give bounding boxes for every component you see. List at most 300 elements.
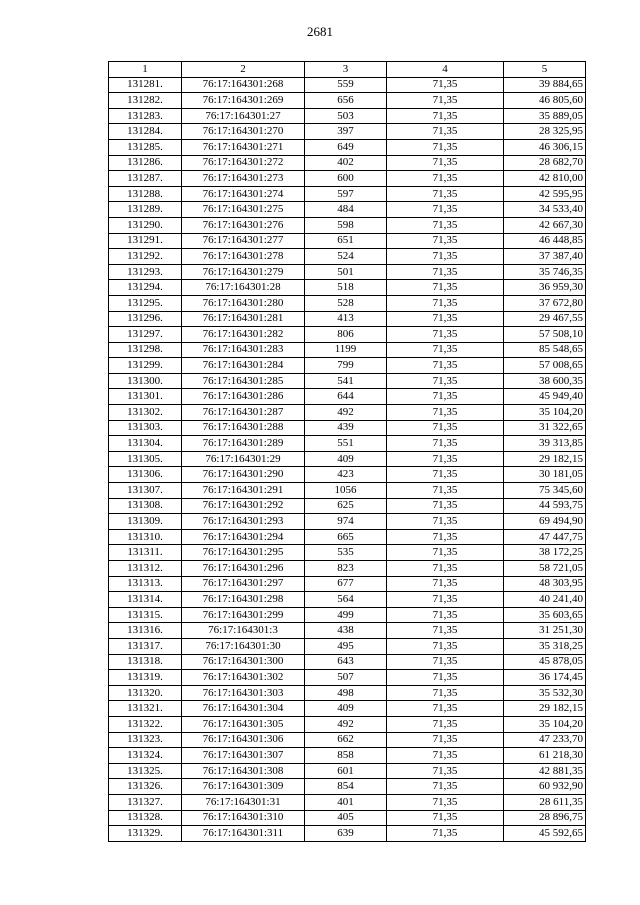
- area-cell: 484: [305, 202, 387, 218]
- amount-cell: 42 595,95: [504, 186, 586, 202]
- rate-cell: 71,35: [387, 155, 504, 171]
- area-cell: 974: [305, 514, 387, 530]
- amount-cell: 47 233,70: [504, 732, 586, 748]
- rate-cell: 71,35: [387, 342, 504, 358]
- cadastral-number-cell: 76:17:164301:306: [182, 732, 305, 748]
- rate-cell: 71,35: [387, 202, 504, 218]
- rate-cell: 71,35: [387, 467, 504, 483]
- row-number-cell: 131317.: [109, 638, 182, 654]
- table-row: [109, 638, 586, 654]
- row-number-cell: 131318.: [109, 654, 182, 670]
- area-cell: 806: [305, 327, 387, 343]
- amount-cell: 28 611,35: [504, 794, 586, 810]
- table-row: [109, 217, 586, 233]
- area-cell: 799: [305, 358, 387, 374]
- amount-cell: 39 313,85: [504, 436, 586, 452]
- cadastral-number-cell: 76:17:164301:277: [182, 233, 305, 249]
- area-cell: 503: [305, 108, 387, 124]
- cadastral-number-cell: 76:17:164301:269: [182, 93, 305, 109]
- table-row: [109, 810, 586, 826]
- row-number-cell: 131285.: [109, 139, 182, 155]
- amount-cell: 30 181,05: [504, 467, 586, 483]
- table-row: [109, 592, 586, 608]
- amount-cell: 45 878,05: [504, 654, 586, 670]
- rate-cell: 71,35: [387, 77, 504, 93]
- area-cell: 409: [305, 701, 387, 717]
- rate-cell: 71,35: [387, 826, 504, 842]
- cadastral-number-cell: 76:17:164301:297: [182, 576, 305, 592]
- amount-cell: 39 884,65: [504, 77, 586, 93]
- cadastral-number-cell: 76:17:164301:279: [182, 264, 305, 280]
- table-row: [109, 763, 586, 779]
- row-number-cell: 131286.: [109, 155, 182, 171]
- table-row: [109, 264, 586, 280]
- row-number-cell: 131329.: [109, 826, 182, 842]
- area-cell: 492: [305, 716, 387, 732]
- amount-cell: 28 325,95: [504, 124, 586, 140]
- row-number-cell: 131296.: [109, 311, 182, 327]
- rate-cell: 71,35: [387, 249, 504, 265]
- table-row: [109, 295, 586, 311]
- rate-cell: 71,35: [387, 327, 504, 343]
- rate-cell: 71,35: [387, 139, 504, 155]
- area-cell: 551: [305, 436, 387, 452]
- cadastral-number-cell: 76:17:164301:291: [182, 483, 305, 499]
- area-cell: 492: [305, 405, 387, 421]
- rate-cell: 71,35: [387, 264, 504, 280]
- area-cell: 665: [305, 529, 387, 545]
- row-number-cell: 131310.: [109, 529, 182, 545]
- row-number-cell: 131306.: [109, 467, 182, 483]
- amount-cell: 47 447,75: [504, 529, 586, 545]
- amount-cell: 29 182,15: [504, 451, 586, 467]
- area-cell: 413: [305, 311, 387, 327]
- cadastral-number-cell: 76:17:164301:282: [182, 327, 305, 343]
- cadastral-number-cell: 76:17:164301:272: [182, 155, 305, 171]
- amount-cell: 35 889,05: [504, 108, 586, 124]
- table-row: [109, 467, 586, 483]
- table-row: [109, 748, 586, 764]
- amount-cell: 34 533,40: [504, 202, 586, 218]
- amount-cell: 38 600,35: [504, 373, 586, 389]
- rate-cell: 71,35: [387, 638, 504, 654]
- row-number-cell: 131315.: [109, 607, 182, 623]
- row-number-cell: 131327.: [109, 794, 182, 810]
- area-cell: 823: [305, 561, 387, 577]
- row-number-cell: 131299.: [109, 358, 182, 374]
- table-row: [109, 498, 586, 514]
- rate-cell: 71,35: [387, 93, 504, 109]
- table-row: [109, 405, 586, 421]
- row-number-cell: 131282.: [109, 93, 182, 109]
- row-number-cell: 131303.: [109, 420, 182, 436]
- area-cell: 644: [305, 389, 387, 405]
- cadastral-number-cell: 76:17:164301:304: [182, 701, 305, 717]
- table-row: [109, 561, 586, 577]
- cadastral-number-cell: 76:17:164301:284: [182, 358, 305, 374]
- table-row: [109, 576, 586, 592]
- page-number: 2681: [307, 24, 333, 39]
- data-table: [108, 61, 586, 842]
- row-number-cell: 131294.: [109, 280, 182, 296]
- amount-cell: 31 251,30: [504, 623, 586, 639]
- table-row: [109, 436, 586, 452]
- column-header: 3: [305, 62, 387, 78]
- rate-cell: 71,35: [387, 233, 504, 249]
- rate-cell: 71,35: [387, 451, 504, 467]
- amount-cell: 35 104,20: [504, 405, 586, 421]
- cadastral-number-cell: 76:17:164301:292: [182, 498, 305, 514]
- cadastral-number-cell: 76:17:164301:300: [182, 654, 305, 670]
- row-number-cell: 131313.: [109, 576, 182, 592]
- cadastral-number-cell: 76:17:164301:27: [182, 108, 305, 124]
- area-cell: 528: [305, 295, 387, 311]
- row-number-cell: 131311.: [109, 545, 182, 561]
- row-number-cell: 131297.: [109, 327, 182, 343]
- amount-cell: 35 603,65: [504, 607, 586, 623]
- amount-cell: 36 174,45: [504, 670, 586, 686]
- rate-cell: 71,35: [387, 420, 504, 436]
- row-number-cell: 131292.: [109, 249, 182, 265]
- row-number-cell: 131321.: [109, 701, 182, 717]
- amount-cell: 40 241,40: [504, 592, 586, 608]
- table-row: [109, 545, 586, 561]
- area-cell: 499: [305, 607, 387, 623]
- area-cell: 401: [305, 794, 387, 810]
- rate-cell: 71,35: [387, 607, 504, 623]
- row-number-cell: 131288.: [109, 186, 182, 202]
- cadastral-number-cell: 76:17:164301:293: [182, 514, 305, 530]
- row-number-cell: 131304.: [109, 436, 182, 452]
- rate-cell: 71,35: [387, 389, 504, 405]
- table-row: [109, 794, 586, 810]
- table-row: [109, 670, 586, 686]
- cadastral-number-cell: 76:17:164301:294: [182, 529, 305, 545]
- amount-cell: 46 306,15: [504, 139, 586, 155]
- area-cell: 639: [305, 826, 387, 842]
- table-row: [109, 685, 586, 701]
- column-header: 4: [387, 62, 504, 78]
- area-cell: 1199: [305, 342, 387, 358]
- table-row: [109, 342, 586, 358]
- amount-cell: 42 881,35: [504, 763, 586, 779]
- amount-cell: 57 508,10: [504, 327, 586, 343]
- amount-cell: 38 172,25: [504, 545, 586, 561]
- area-cell: 495: [305, 638, 387, 654]
- row-number-cell: 131289.: [109, 202, 182, 218]
- table-row: [109, 311, 586, 327]
- cadastral-number-cell: 76:17:164301:274: [182, 186, 305, 202]
- table-row: [109, 451, 586, 467]
- rate-cell: 71,35: [387, 295, 504, 311]
- area-cell: 858: [305, 748, 387, 764]
- cadastral-number-cell: 76:17:164301:281: [182, 311, 305, 327]
- table-row: [109, 779, 586, 795]
- table-row: [109, 280, 586, 296]
- rate-cell: 71,35: [387, 186, 504, 202]
- cadastral-number-cell: 76:17:164301:287: [182, 405, 305, 421]
- rate-cell: 71,35: [387, 779, 504, 795]
- area-cell: 438: [305, 623, 387, 639]
- cadastral-number-cell: 76:17:164301:286: [182, 389, 305, 405]
- rate-cell: 71,35: [387, 436, 504, 452]
- area-cell: 524: [305, 249, 387, 265]
- amount-cell: 37 387,40: [504, 249, 586, 265]
- rate-cell: 71,35: [387, 545, 504, 561]
- table-row: [109, 171, 586, 187]
- amount-cell: 58 721,05: [504, 561, 586, 577]
- column-header: 2: [182, 62, 305, 78]
- table-row: [109, 483, 586, 499]
- row-number-cell: 131312.: [109, 561, 182, 577]
- area-cell: 423: [305, 467, 387, 483]
- row-number-cell: 131290.: [109, 217, 182, 233]
- rate-cell: 71,35: [387, 311, 504, 327]
- amount-cell: 36 959,30: [504, 280, 586, 296]
- cadastral-number-cell: 76:17:164301:28: [182, 280, 305, 296]
- area-cell: 559: [305, 77, 387, 93]
- area-cell: 677: [305, 576, 387, 592]
- table-row: [109, 654, 586, 670]
- amount-cell: 46 448,85: [504, 233, 586, 249]
- table-row: [109, 701, 586, 717]
- row-number-cell: 131300.: [109, 373, 182, 389]
- table-row: [109, 124, 586, 140]
- amount-cell: 46 805,60: [504, 93, 586, 109]
- rate-cell: 71,35: [387, 108, 504, 124]
- cadastral-number-cell: 76:17:164301:290: [182, 467, 305, 483]
- amount-cell: 37 672,80: [504, 295, 586, 311]
- column-header: 1: [109, 62, 182, 78]
- table-row: [109, 186, 586, 202]
- table-row: [109, 607, 586, 623]
- area-cell: 518: [305, 280, 387, 296]
- table-header-row: [109, 62, 586, 78]
- row-number-cell: 131314.: [109, 592, 182, 608]
- area-cell: 498: [305, 685, 387, 701]
- table-row: [109, 93, 586, 109]
- cadastral-number-cell: 76:17:164301:276: [182, 217, 305, 233]
- cadastral-number-cell: 76:17:164301:31: [182, 794, 305, 810]
- table-row: [109, 514, 586, 530]
- cadastral-number-cell: 76:17:164301:309: [182, 779, 305, 795]
- table-row: [109, 108, 586, 124]
- row-number-cell: 131316.: [109, 623, 182, 639]
- area-cell: 564: [305, 592, 387, 608]
- area-cell: 656: [305, 93, 387, 109]
- amount-cell: 45 592,65: [504, 826, 586, 842]
- rate-cell: 71,35: [387, 483, 504, 499]
- row-number-cell: 131326.: [109, 779, 182, 795]
- area-cell: 662: [305, 732, 387, 748]
- cadastral-number-cell: 76:17:164301:288: [182, 420, 305, 436]
- amount-cell: 44 593,75: [504, 498, 586, 514]
- rate-cell: 71,35: [387, 592, 504, 608]
- amount-cell: 85 548,65: [504, 342, 586, 358]
- amount-cell: 75 345,60: [504, 483, 586, 499]
- cadastral-number-cell: 76:17:164301:268: [182, 77, 305, 93]
- rate-cell: 71,35: [387, 654, 504, 670]
- table-row: [109, 202, 586, 218]
- rate-cell: 71,35: [387, 529, 504, 545]
- row-number-cell: 131320.: [109, 685, 182, 701]
- area-cell: 854: [305, 779, 387, 795]
- row-number-cell: 131295.: [109, 295, 182, 311]
- area-cell: 405: [305, 810, 387, 826]
- area-cell: 535: [305, 545, 387, 561]
- cadastral-number-cell: 76:17:164301:310: [182, 810, 305, 826]
- rate-cell: 71,35: [387, 701, 504, 717]
- amount-cell: 28 896,75: [504, 810, 586, 826]
- cadastral-number-cell: 76:17:164301:270: [182, 124, 305, 140]
- amount-cell: 42 667,30: [504, 217, 586, 233]
- rate-cell: 71,35: [387, 763, 504, 779]
- cadastral-number-cell: 76:17:164301:3: [182, 623, 305, 639]
- amount-cell: 29 467,55: [504, 311, 586, 327]
- rate-cell: 71,35: [387, 716, 504, 732]
- table-row: [109, 233, 586, 249]
- table-row: [109, 155, 586, 171]
- table-row: [109, 420, 586, 436]
- row-number-cell: 131322.: [109, 716, 182, 732]
- area-cell: 541: [305, 373, 387, 389]
- rate-cell: 71,35: [387, 576, 504, 592]
- table-row: [109, 623, 586, 639]
- area-cell: 501: [305, 264, 387, 280]
- table-row: [109, 716, 586, 732]
- amount-cell: 48 303,95: [504, 576, 586, 592]
- area-cell: 402: [305, 155, 387, 171]
- row-number-cell: 131298.: [109, 342, 182, 358]
- rate-cell: 71,35: [387, 280, 504, 296]
- area-cell: 598: [305, 217, 387, 233]
- area-cell: 507: [305, 670, 387, 686]
- area-cell: 439: [305, 420, 387, 436]
- area-cell: 625: [305, 498, 387, 514]
- rate-cell: 71,35: [387, 498, 504, 514]
- table-row: [109, 249, 586, 265]
- area-cell: 1056: [305, 483, 387, 499]
- table-row: [109, 139, 586, 155]
- row-number-cell: 131323.: [109, 732, 182, 748]
- rate-cell: 71,35: [387, 373, 504, 389]
- row-number-cell: 131325.: [109, 763, 182, 779]
- column-header: 5: [504, 62, 586, 78]
- row-number-cell: 131308.: [109, 498, 182, 514]
- rate-cell: 71,35: [387, 810, 504, 826]
- rate-cell: 71,35: [387, 171, 504, 187]
- amount-cell: 35 746,35: [504, 264, 586, 280]
- table-row: [109, 389, 586, 405]
- row-number-cell: 131302.: [109, 405, 182, 421]
- amount-cell: 31 322,65: [504, 420, 586, 436]
- rate-cell: 71,35: [387, 514, 504, 530]
- rate-cell: 71,35: [387, 405, 504, 421]
- amount-cell: 42 810,00: [504, 171, 586, 187]
- row-number-cell: 131291.: [109, 233, 182, 249]
- row-number-cell: 131284.: [109, 124, 182, 140]
- amount-cell: 35 104,20: [504, 716, 586, 732]
- area-cell: 643: [305, 654, 387, 670]
- row-number-cell: 131293.: [109, 264, 182, 280]
- cadastral-number-cell: 76:17:164301:275: [182, 202, 305, 218]
- cadastral-number-cell: 76:17:164301:280: [182, 295, 305, 311]
- rate-cell: 71,35: [387, 732, 504, 748]
- row-number-cell: 131301.: [109, 389, 182, 405]
- amount-cell: 45 949,40: [504, 389, 586, 405]
- table-row: [109, 826, 586, 842]
- row-number-cell: 131319.: [109, 670, 182, 686]
- cadastral-number-cell: 76:17:164301:296: [182, 561, 305, 577]
- cadastral-number-cell: 76:17:164301:299: [182, 607, 305, 623]
- amount-cell: 28 682,70: [504, 155, 586, 171]
- rate-cell: 71,35: [387, 670, 504, 686]
- area-cell: 649: [305, 139, 387, 155]
- cadastral-number-cell: 76:17:164301:283: [182, 342, 305, 358]
- rate-cell: 71,35: [387, 124, 504, 140]
- amount-cell: 60 932,90: [504, 779, 586, 795]
- row-number-cell: 131281.: [109, 77, 182, 93]
- cadastral-number-cell: 76:17:164301:295: [182, 545, 305, 561]
- cadastral-number-cell: 76:17:164301:289: [182, 436, 305, 452]
- area-cell: 651: [305, 233, 387, 249]
- row-number-cell: 131283.: [109, 108, 182, 124]
- area-cell: 600: [305, 171, 387, 187]
- row-number-cell: 131328.: [109, 810, 182, 826]
- amount-cell: 57 008,65: [504, 358, 586, 374]
- table-row: [109, 327, 586, 343]
- row-number-cell: 131324.: [109, 748, 182, 764]
- cadastral-number-cell: 76:17:164301:311: [182, 826, 305, 842]
- cadastral-number-cell: 76:17:164301:278: [182, 249, 305, 265]
- row-number-cell: 131287.: [109, 171, 182, 187]
- row-number-cell: 131309.: [109, 514, 182, 530]
- area-cell: 397: [305, 124, 387, 140]
- amount-cell: 29 182,15: [504, 701, 586, 717]
- cadastral-number-cell: 76:17:164301:307: [182, 748, 305, 764]
- area-cell: 409: [305, 451, 387, 467]
- row-number-cell: 131305.: [109, 451, 182, 467]
- cadastral-number-cell: 76:17:164301:273: [182, 171, 305, 187]
- rate-cell: 71,35: [387, 685, 504, 701]
- rate-cell: 71,35: [387, 623, 504, 639]
- cadastral-number-cell: 76:17:164301:271: [182, 139, 305, 155]
- area-cell: 597: [305, 186, 387, 202]
- row-number-cell: 131307.: [109, 483, 182, 499]
- table-row: [109, 77, 586, 93]
- rate-cell: 71,35: [387, 748, 504, 764]
- cadastral-number-cell: 76:17:164301:30: [182, 638, 305, 654]
- amount-cell: 35 318,25: [504, 638, 586, 654]
- amount-cell: 61 218,30: [504, 748, 586, 764]
- table-row: [109, 373, 586, 389]
- rate-cell: 71,35: [387, 561, 504, 577]
- cadastral-number-cell: 76:17:164301:298: [182, 592, 305, 608]
- cadastral-number-cell: 76:17:164301:305: [182, 716, 305, 732]
- area-cell: 601: [305, 763, 387, 779]
- rate-cell: 71,35: [387, 217, 504, 233]
- cadastral-number-cell: 76:17:164301:303: [182, 685, 305, 701]
- rate-cell: 71,35: [387, 358, 504, 374]
- table-row: [109, 358, 586, 374]
- cadastral-number-cell: 76:17:164301:308: [182, 763, 305, 779]
- table-row: [109, 732, 586, 748]
- cadastral-number-cell: 76:17:164301:285: [182, 373, 305, 389]
- cadastral-number-cell: 76:17:164301:29: [182, 451, 305, 467]
- table-body: [109, 62, 586, 842]
- table-row: [109, 529, 586, 545]
- rate-cell: 71,35: [387, 794, 504, 810]
